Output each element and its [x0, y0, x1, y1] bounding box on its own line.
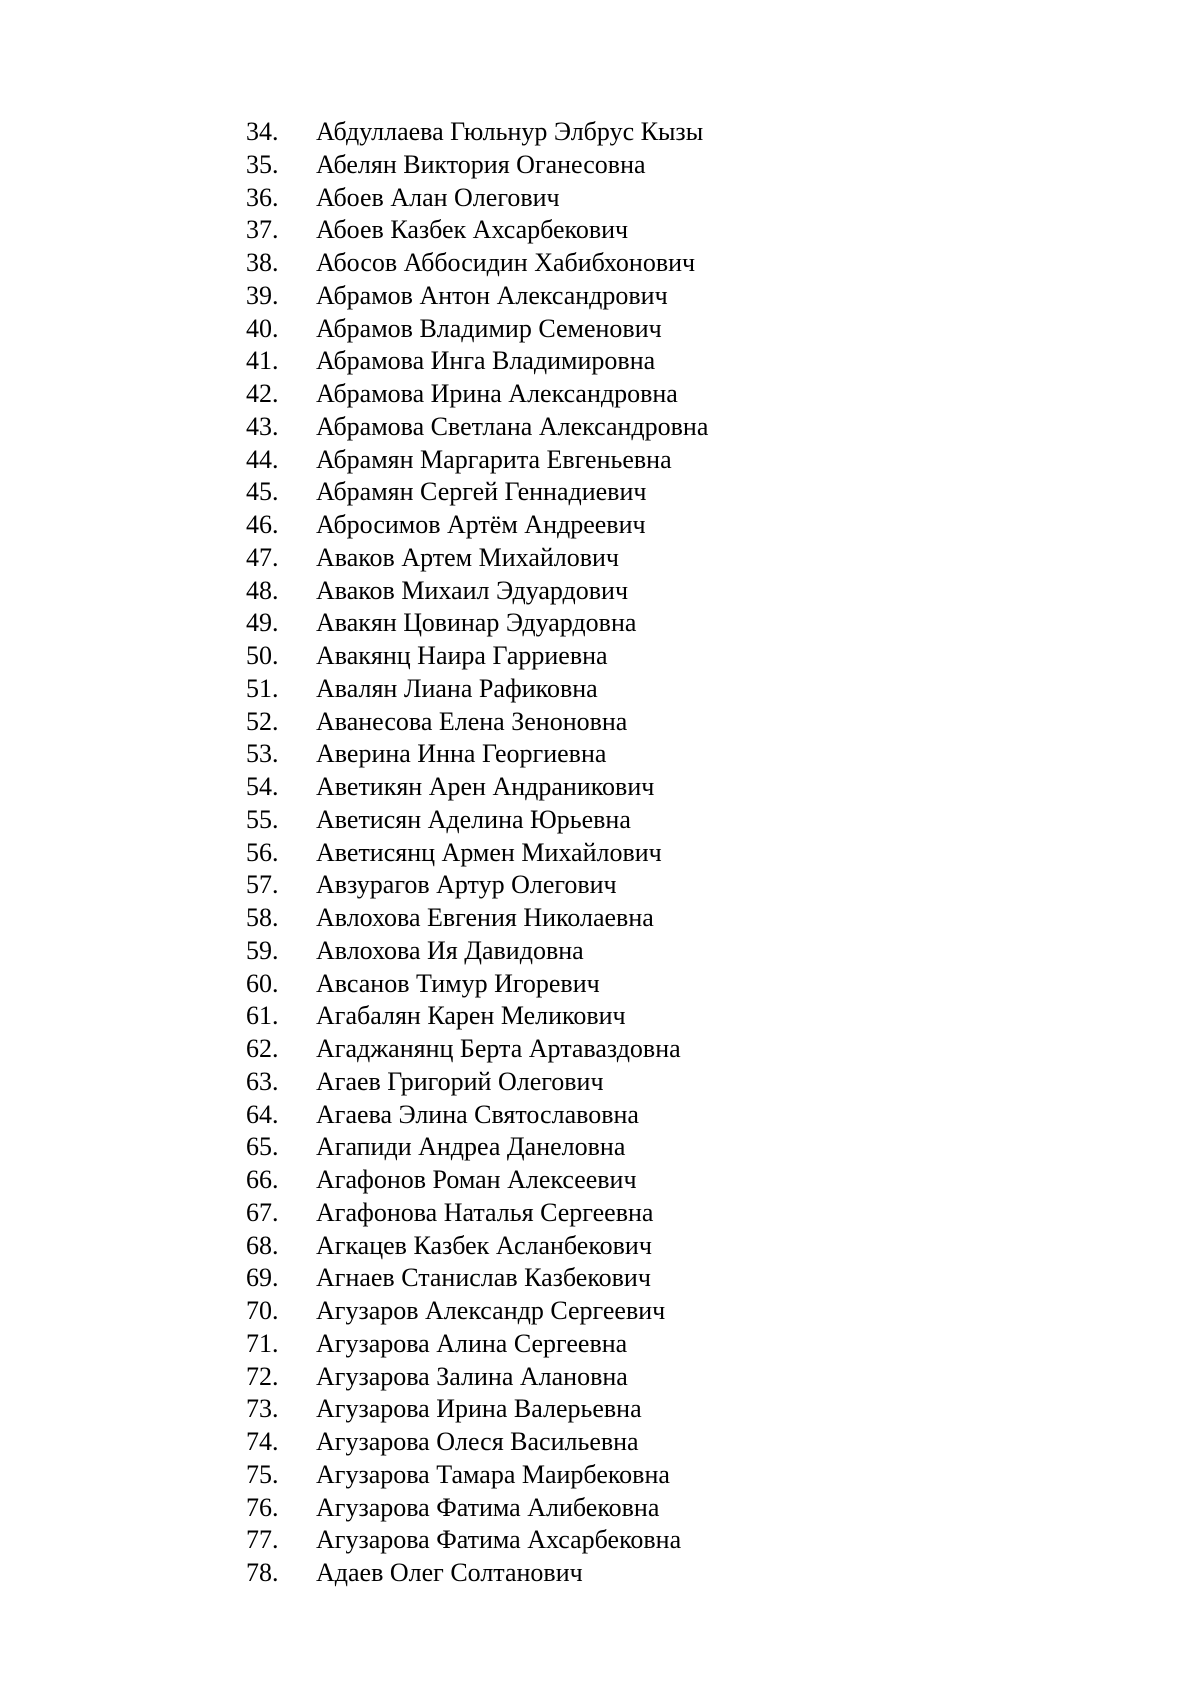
list-item: [246, 837, 708, 870]
entry-number: 42.: [246, 379, 279, 408]
list-item: [246, 1426, 708, 1459]
entry-name: Авлохова Ия Давидовна: [316, 935, 584, 965]
entry-number: 69.: [246, 1263, 279, 1293]
list-item: [246, 182, 708, 215]
list-item: [246, 902, 708, 935]
entry-number: 76.: [246, 1492, 279, 1522]
list-item: [246, 476, 708, 509]
entry-number: 46.: [246, 510, 279, 539]
list-item: [246, 542, 708, 575]
list-item: [246, 575, 708, 608]
entry-number: 74.: [246, 1427, 279, 1456]
list-item: [246, 935, 708, 968]
entry-name: Абрамян Маргарита Евгеньевна: [316, 444, 672, 474]
entry-name: Агузарова Фатима Алибековна: [316, 1492, 660, 1522]
entry-number: 54.: [246, 772, 279, 801]
entry-number: 70.: [246, 1296, 279, 1325]
entry-name: Агузарова Ирина Валерьевна: [316, 1394, 642, 1424]
entry-name: Агафонов Роман Алексеевич: [316, 1165, 637, 1194]
entry-name: Абрамова Инга Владимировна: [316, 346, 656, 376]
entry-name: Агаджанянц Берта Артаваздовна: [316, 1034, 681, 1063]
entry-name: Авакян Цовинар Эдуардовна: [316, 608, 637, 638]
entry-name: Агузарова Залина Алановна: [316, 1361, 628, 1391]
list-item: [246, 1524, 708, 1557]
list-item: [246, 1295, 708, 1328]
list-item: [246, 149, 708, 182]
entry-number: 36.: [246, 182, 279, 212]
entry-number: 49.: [246, 608, 279, 638]
entry-number: 51.: [246, 673, 279, 703]
list-item: [246, 1164, 708, 1197]
list-item: [246, 1066, 708, 1099]
entry-number: 45.: [246, 477, 279, 507]
entry-number: 64.: [246, 1099, 279, 1129]
list-item: [246, 607, 708, 640]
entry-number: 71.: [246, 1328, 279, 1358]
list-item: [246, 1099, 708, 1132]
list-item: [246, 1230, 708, 1263]
entry-name: Аваков Михаил Эдуардович: [316, 575, 629, 605]
entry-name: Агузарова Тамара Маирбековна: [316, 1459, 670, 1489]
entry-number: 65.: [246, 1132, 279, 1162]
entry-name: Абоев Казбек Ахсарбекович: [316, 215, 629, 245]
list-item: [246, 1393, 708, 1426]
list-item: [246, 444, 708, 477]
list-item: [246, 247, 708, 280]
list-item: [246, 804, 708, 837]
entry-name: Абоев Алан Олегович: [316, 182, 560, 212]
entry-number: 61.: [246, 1001, 279, 1031]
list-item: [246, 738, 708, 771]
entry-number: 53.: [246, 739, 279, 769]
entry-name: Агузарова Фатима Ахсарбековна: [316, 1525, 682, 1555]
entry-number: 75.: [246, 1459, 279, 1489]
entry-name: Аваков Артем Михайлович: [316, 542, 620, 572]
entry-name: Агузарова Олеся Васильевна: [316, 1427, 639, 1456]
entry-number: 56.: [246, 837, 279, 867]
entry-number: 63.: [246, 1066, 279, 1096]
entry-name: Агнаев Станислав Казбекович: [316, 1263, 651, 1293]
name-list: [246, 116, 708, 1590]
list-item: [246, 706, 708, 739]
list-item: [246, 214, 708, 247]
entry-number: 77.: [246, 1525, 279, 1555]
entry-number: 62.: [246, 1034, 279, 1063]
entry-name: Абосов Аббосидин Хабибхонович: [316, 248, 696, 277]
entry-number: 44.: [246, 444, 279, 474]
entry-name: Аванесова Елена Зеноновна: [316, 706, 628, 736]
list-item: [246, 968, 708, 1001]
entry-name: Авакянц Наира Гарриевна: [316, 641, 608, 670]
entry-number: 48.: [246, 575, 279, 605]
entry-number: 43.: [246, 411, 279, 441]
entry-number: 66.: [246, 1165, 279, 1194]
entry-number: 67.: [246, 1197, 279, 1227]
entry-number: 68.: [246, 1230, 279, 1260]
entry-number: 73.: [246, 1394, 279, 1424]
entry-number: 34.: [246, 117, 279, 146]
list-item: [246, 1131, 708, 1164]
list-item: [246, 116, 708, 149]
entry-name: Агафонова Наталья Сергеевна: [316, 1197, 654, 1227]
entry-name: Абелян Виктория Оганесовна: [316, 149, 646, 179]
entry-name: Агкацев Казбек Асланбекович: [316, 1230, 652, 1260]
entry-number: 60.: [246, 968, 279, 998]
list-item: [246, 1000, 708, 1033]
list-item: [246, 771, 708, 804]
list-item: [246, 1197, 708, 1230]
entry-number: 35.: [246, 149, 279, 179]
entry-number: 41.: [246, 346, 279, 376]
entry-name: Аветисян Аделина Юрьевна: [316, 804, 631, 834]
entry-name: Абрамян Сергей Геннадиевич: [316, 477, 647, 507]
list-item: [246, 1492, 708, 1525]
list-item: [246, 673, 708, 706]
entry-number: 50.: [246, 641, 279, 670]
entry-number: 57.: [246, 870, 279, 900]
entry-name: Агузаров Александр Сергеевич: [316, 1296, 666, 1325]
list-item: [246, 280, 708, 313]
entry-name: Агаев Григорий Олегович: [316, 1066, 604, 1096]
entry-number: 72.: [246, 1361, 279, 1391]
entry-name: Авалян Лиана Рафиковна: [316, 673, 598, 703]
entry-number: 37.: [246, 215, 279, 245]
entry-name: Агузарова Алина Сергеевна: [316, 1328, 628, 1358]
list-item: [246, 640, 708, 673]
entry-number: 59.: [246, 935, 279, 965]
entry-name: Агабалян Карен Меликович: [316, 1001, 626, 1031]
entry-name: Авзурагов Артур Олегович: [316, 870, 617, 900]
list-item: [246, 1459, 708, 1492]
list-item: [246, 411, 708, 444]
entry-name: Агаева Элина Святославовна: [316, 1099, 639, 1129]
list-item: [246, 509, 708, 542]
entry-name: Аветикян Арен Андраникович: [316, 772, 655, 801]
list-item: [246, 1361, 708, 1394]
list-item: [246, 378, 708, 411]
entry-name: Абрамова Ирина Александровна: [316, 379, 678, 408]
entry-number: 38.: [246, 248, 279, 277]
entry-number: 39.: [246, 280, 279, 310]
entry-name: Абросимов Артём Андреевич: [316, 510, 646, 539]
entry-name: Авсанов Тимур Игоревич: [316, 968, 600, 998]
entry-name: Аветисянц Армен Михайлович: [316, 837, 662, 867]
entry-number: 40.: [246, 313, 279, 343]
entry-name: Адаев Олег Солтанович: [316, 1558, 583, 1587]
list-item: [246, 1328, 708, 1361]
entry-number: 78.: [246, 1558, 279, 1587]
list-item: [246, 1557, 708, 1590]
list-item: [246, 1033, 708, 1066]
list-item: [246, 869, 708, 902]
entry-name: Аверина Инна Георгиевна: [316, 739, 607, 769]
entry-name: Абдуллаева Гюльнур Элбрус Кызы: [316, 117, 704, 146]
entry-number: 58.: [246, 903, 279, 932]
entry-name: Абрамов Антон Александрович: [316, 280, 668, 310]
entry-number: 47.: [246, 542, 279, 572]
entry-number: 55.: [246, 804, 279, 834]
entry-number: 52.: [246, 706, 279, 736]
list-item: [246, 313, 708, 346]
entry-name: Абрамова Светлана Александровна: [316, 411, 709, 441]
list-item: [246, 345, 708, 378]
entry-name: Авлохова Евгения Николаевна: [316, 903, 654, 932]
entry-name: Агапиди Андреа Данеловна: [316, 1132, 626, 1162]
list-item: [246, 1262, 708, 1295]
entry-name: Абрамов Владимир Семенович: [316, 313, 662, 343]
